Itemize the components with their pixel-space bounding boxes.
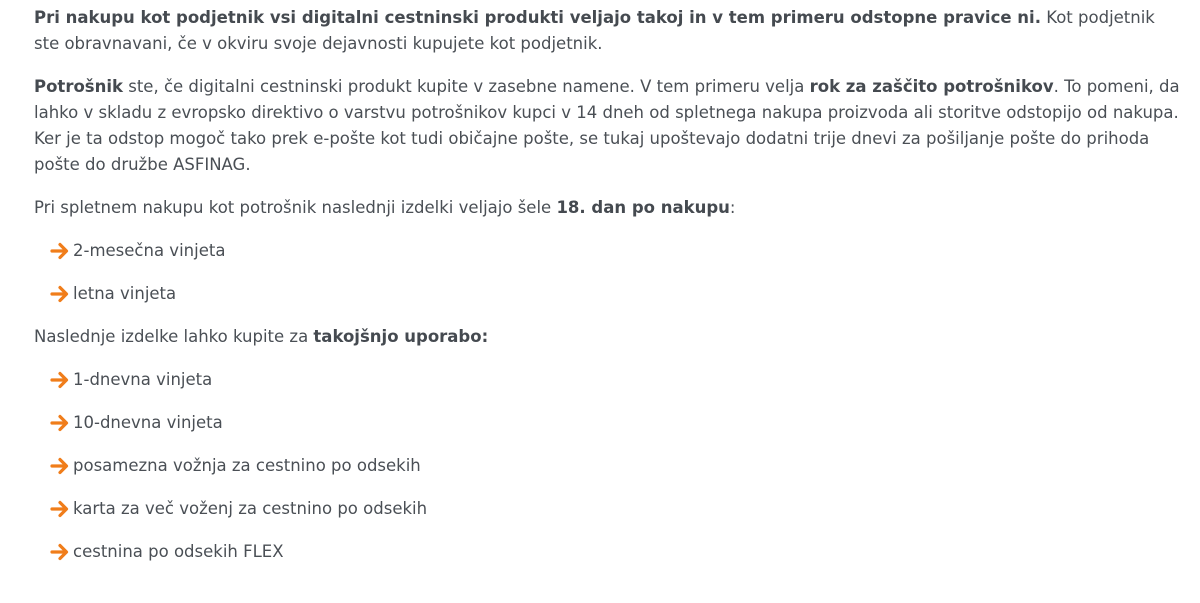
list-item xyxy=(50,410,1184,436)
arrow-right-icon xyxy=(50,370,70,390)
list-item xyxy=(50,367,1184,393)
business-notice-text: Kot podjetnik ste obravnavani, če v okviru svoje dejavnosti kupujete kot podjetnik. xyxy=(34,8,1155,53)
list-item xyxy=(50,496,1184,522)
consumer-text-2: . To pomeni, da lahko v skladu z evropsko direktivo o varstvu potrošnikov kupci v 14 dneh od spletnega nakupa proizvoda ali storitve odstopijo od nakupa. Ker je ta odstop mogoč tako prek e-pošte kot tudi običajne pošte, se tukaj upoštevajo dodatni trije dnevi za pošiljanje pošte do prihoda pošte do družbe ASFINAG. xyxy=(34,77,1180,174)
arrow-right-icon xyxy=(50,284,70,304)
list-item-label: karta za več voženj za cestnino po odsekih xyxy=(73,499,428,518)
consumer-text-1: ste, če digitalni cestninski produkt kupite v zasebne namene. V tem primeru velja xyxy=(123,77,810,96)
list-item xyxy=(50,281,1184,307)
consumer-protection-term: rok za zaščito potrošnikov xyxy=(809,77,1054,96)
list-item-label: 10-dnevna vinjeta xyxy=(73,413,223,432)
arrow-right-icon xyxy=(50,241,70,261)
arrow-right-icon xyxy=(50,499,70,519)
article-content xyxy=(34,5,1184,582)
consumer-term: Potrošnik xyxy=(34,77,123,96)
delayed-intro-bold: 18. dan po nakupu xyxy=(556,198,730,217)
list-item xyxy=(50,453,1184,479)
delayed-products-intro xyxy=(34,195,1184,221)
immediate-intro-bold: takojšnjo uporabo: xyxy=(313,327,489,346)
delayed-intro-text: Pri spletnem nakupu kot potrošnik naslednji izdelki veljajo šele xyxy=(34,198,557,217)
immediate-products-list xyxy=(34,367,1184,565)
delayed-intro-tail: : xyxy=(729,198,736,217)
consumer-notice-paragraph xyxy=(34,74,1184,178)
arrow-right-icon xyxy=(50,413,70,433)
list-item-label: cestnina po odsekih FLEX xyxy=(73,542,284,561)
arrow-right-icon xyxy=(50,456,70,476)
business-notice-paragraph xyxy=(34,5,1184,57)
business-notice-bold: Pri nakupu kot podjetnik vsi digitalni cestninski produkti veljajo takoj in v tem primeru odstopne pravice ni. xyxy=(34,8,1041,27)
list-item xyxy=(50,539,1184,565)
arrow-right-icon xyxy=(50,542,70,562)
list-item-label: 2-mesečna vinjeta xyxy=(73,241,226,260)
immediate-intro-text: Naslednje izdelke lahko kupite za xyxy=(34,327,314,346)
list-item-label: letna vinjeta xyxy=(73,284,177,303)
list-item-label: 1-dnevna vinjeta xyxy=(73,370,213,389)
immediate-products-intro xyxy=(34,324,1184,350)
list-item xyxy=(50,238,1184,264)
list-item-label: posamezna vožnja za cestnino po odsekih xyxy=(73,456,421,475)
delayed-products-list xyxy=(34,238,1184,307)
